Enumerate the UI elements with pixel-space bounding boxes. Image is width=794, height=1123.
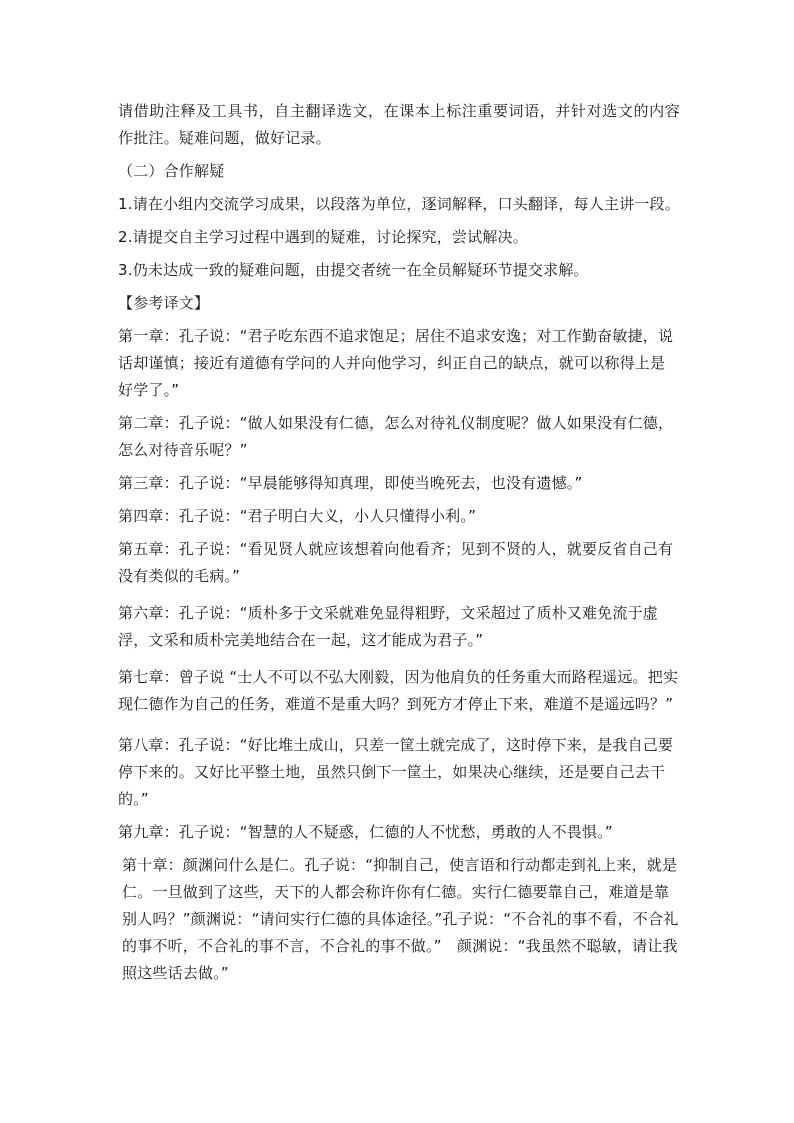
reference-heading: 【参考译文】 [118, 294, 210, 312]
chapter-2: 第二章：孔子说：“做人如果没有仁德，怎么对待礼仪制度呢？做人如果没有仁德，怎么对待音乐呢？” [118, 414, 674, 459]
intro-paragraph: 请借助注释及工具书，自主翻译选文，在课本上标注重要词语，并针对选文的内容作批注。疑难问题，做好记录。 [118, 102, 680, 147]
chapter-4: 第四章：孔子说：“君子明白大义，小人只懂得小利。” [118, 507, 477, 525]
chapter-7: 第七章：曾子说 “士人不可以不弘大刚毅，因为他肩负的任务重大而路程遥远。把实现仁德作为自己的任务，难道不是重大吗？到死方才停止下来，难道不是遥远吗？” [118, 668, 679, 713]
chapter-5: 第五章：孔子说：“看见贤人就应该想着向他看齐；见到不贤的人，就要反省自己有没有类似的毛病。” [118, 540, 674, 585]
chapter-1: 第一章：孔子说：“君子吃东西不追求饱足；居住不追求安逸；对工作勤奋敏捷，说话却谨慎；接近有道德有学问的人并向他学习，纠正自己的缺点，就可以称得上是好学了。” [118, 327, 674, 399]
step-item-2: 2.请提交自主学习过程中遇到的疑难，讨论探究，尝试解决。 [118, 228, 528, 246]
step-item-3: 3.仍未达成一致的疑难问题，由提交者统一在全员解疑环节提交求解。 [118, 261, 589, 279]
chapter-8: 第八章：孔子说：“好比堆土成山，只差一筐土就完成了，这时停下来，是我自己要停下来的。又好比平整土地，虽然只倒下一筐土，如果决心继续，还是要自己去干的。” [118, 736, 674, 808]
section-heading: （二）合作解疑 [118, 162, 225, 180]
chapter-10: 第十章：颜渊问什么是仁。孔子说：“抑制自己，使言语和行动都走到礼上来，就是仁。一旦做到了这些，天下的人都会称许你有仁德。实行仁德要靠自己，难道是靠别人吗？”颜渊说：“请问实行仁德的具体途径。”孔子说：“不合礼的事不看，不合礼的事不听，不合礼的事不言，不合礼的事不做。” 颜渊说：“我虽然不聪敏，请让我照这些话去做。” [122, 856, 679, 982]
chapter-3: 第三章：孔子说：“早晨能够得知真理，即使当晚死去，也没有遗憾。” [118, 474, 583, 492]
document-body [118, 98, 680, 987]
chapter-9: 第九章：孔子说：“智慧的人不疑惑，仁德的人不忧愁，勇敢的人不畏惧。” [118, 823, 613, 841]
chapter-6: 第六章：孔子说：“质朴多于文采就难免显得粗野，文采超过了质朴又难免流于虚浮，文采和质朴完美地结合在一起，这才能成为君子。” [118, 604, 658, 649]
step-item-1: 1.请在小组内交流学习成果，以段落为单位，逐词解释，口头翻译，每人主讲一段。 [118, 195, 680, 213]
